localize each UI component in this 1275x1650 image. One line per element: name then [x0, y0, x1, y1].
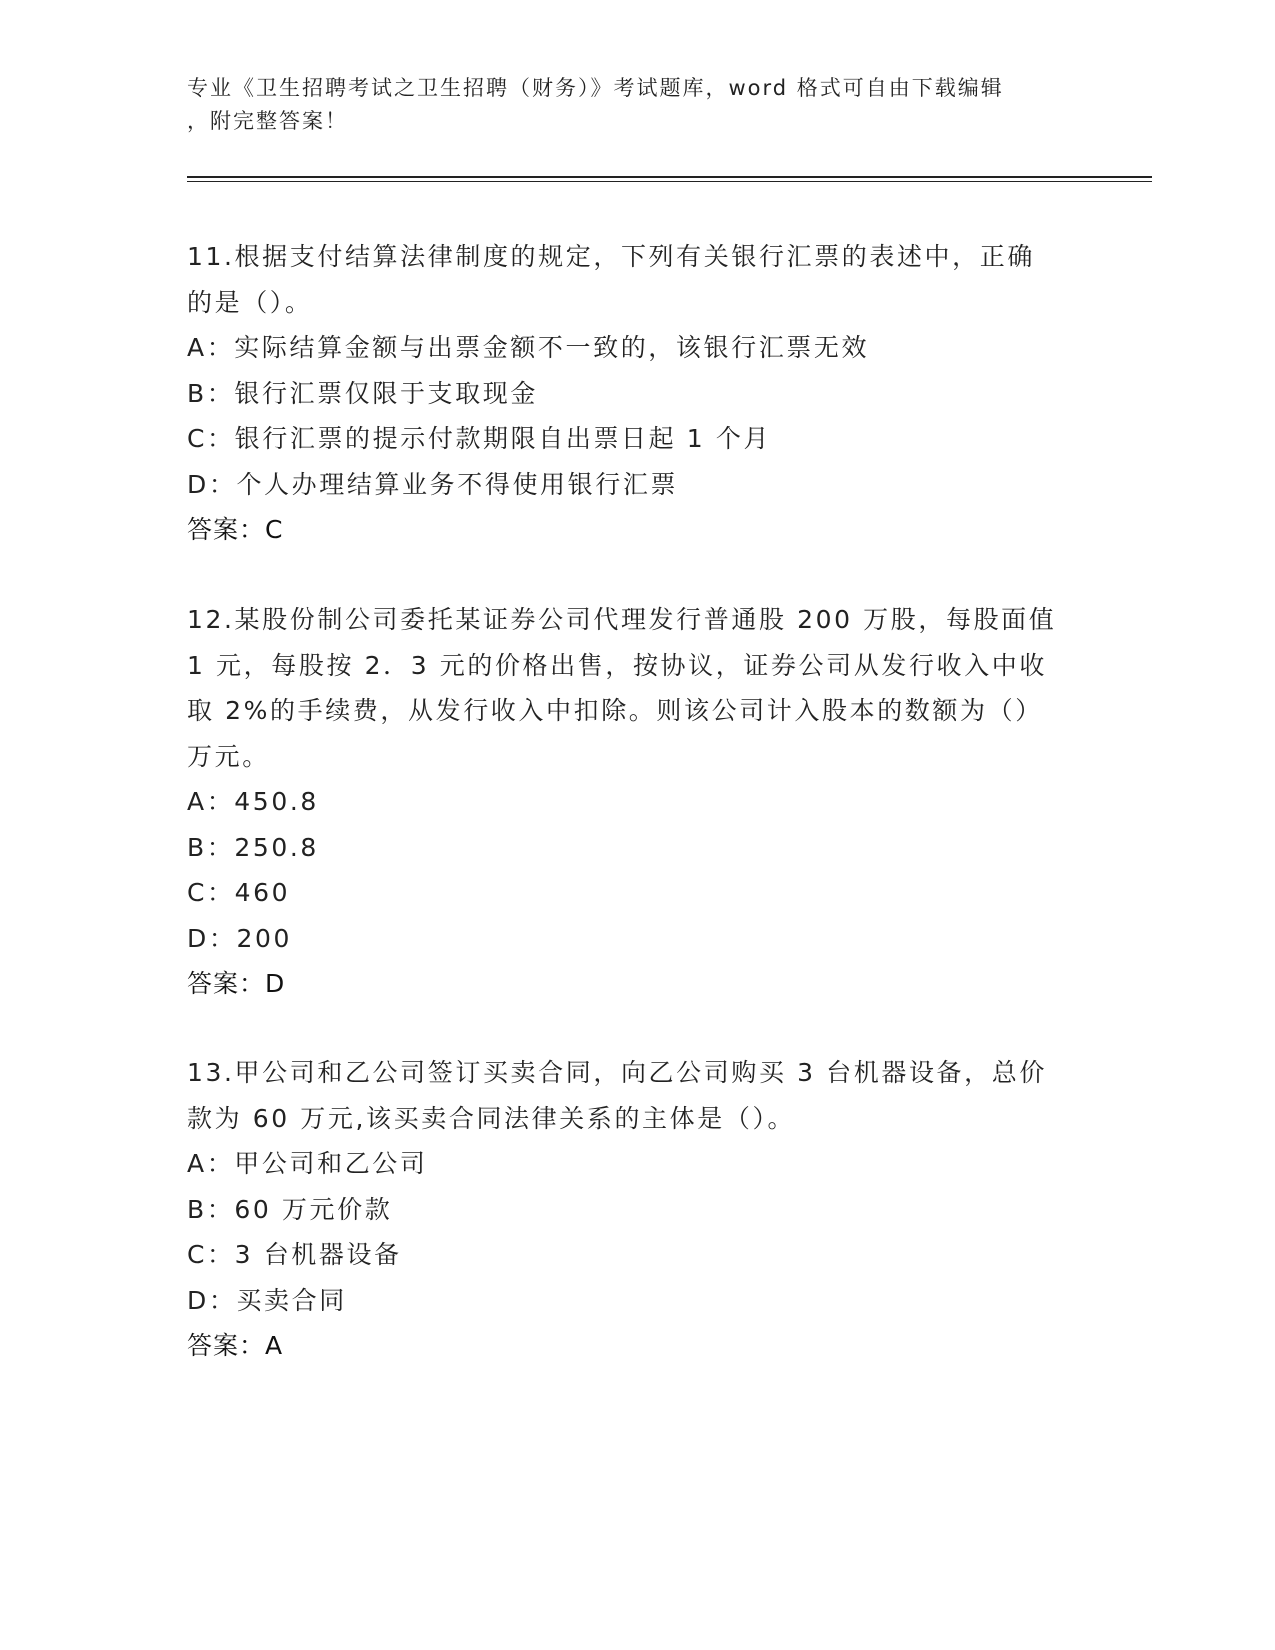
option-a: A：甲公司和乙公司 [187, 1149, 428, 1178]
question-12 [187, 597, 1067, 1007]
answer-text: 答案：A [187, 1331, 284, 1360]
option-a: A：450.8 [187, 787, 319, 816]
option-d: D：个人办理结算业务不得使用银行汇票 [187, 469, 679, 499]
question-13 [187, 1050, 1067, 1369]
option-c: C：银行汇票的提示付款期限自出票日起 1 个月 [187, 424, 772, 453]
question-stem-line: 11.根据支付结算法律制度的规定，下列有关银行汇票的表述中，正确 [187, 242, 1035, 271]
option-d: D：买卖合同 [187, 1285, 347, 1315]
header-line-2: ，附完整答案！ [187, 109, 348, 133]
answer-text: 答案：D [187, 969, 286, 998]
answer-text: 答案：C [187, 515, 284, 544]
option-b: B：60 万元价款 [187, 1194, 393, 1224]
option-b: B：250.8 [187, 832, 319, 862]
question-stem-line: 13.甲公司和乙公司签订买卖合同，向乙公司购买 3 台机器设备，总价 [187, 1058, 1047, 1087]
question-11 [187, 234, 1067, 553]
question-stem-line: 12.某股份制公司委托某证券公司代理发行普通股 200 万股，每股面值 [187, 605, 1057, 634]
option-a: A：实际结算金额与出票金额不一致的，该银行汇票无效 [187, 333, 870, 362]
option-b: B：银行汇票仅限于支取现金 [187, 378, 538, 408]
question-stem-line: 的是（）。 [187, 287, 313, 317]
header-divider-thin [187, 181, 1152, 182]
question-stem-line: 万元。 [187, 741, 270, 771]
question-stem-line: 款为 60 万元,该买卖合同法律关系的主体是（）。 [187, 1103, 796, 1133]
option-c: C：3 台机器设备 [187, 1240, 402, 1269]
option-c: C：460 [187, 878, 291, 907]
header-divider-thick [187, 176, 1152, 178]
document-header [187, 72, 1087, 138]
option-d: D：200 [187, 923, 292, 953]
question-stem-line: 1 元，每股按 2．3 元的价格出售，按协议，证券公司从发行收入中收 [187, 650, 1047, 680]
header-line-1: 专业《卫生招聘考试之卫生招聘（财务）》考试题库，word 格式可自由下载编辑 [187, 76, 1004, 100]
question-stem-line: 取 2%的手续费，从发行收入中扣除。则该公司计入股本的数额为（） [187, 696, 1043, 725]
